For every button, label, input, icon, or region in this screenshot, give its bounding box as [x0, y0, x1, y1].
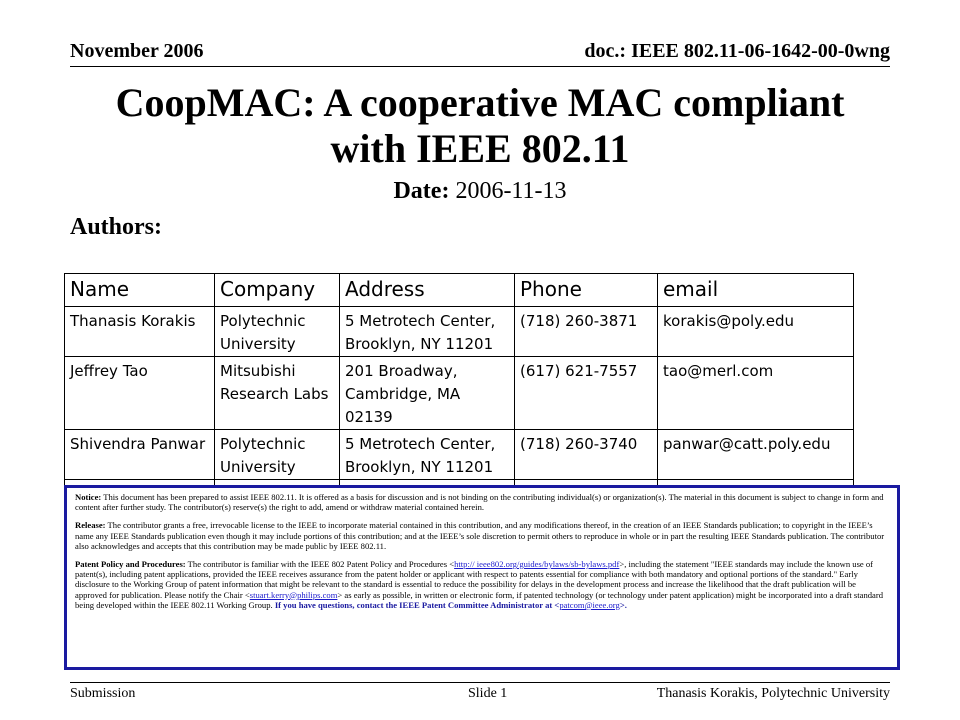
- author-address: 201 Broadway, Cambridge, MA 02139: [340, 357, 515, 430]
- table-header-row: [65, 274, 854, 307]
- patcom-email-link[interactable]: patcom@ieee.org: [559, 599, 620, 610]
- author-name: Thanasis Korakis: [65, 307, 215, 357]
- footer-slide-number: Slide 1: [468, 686, 508, 701]
- date-line: [0, 178, 960, 205]
- header-address: Address: [340, 274, 515, 307]
- date-label: Date:: [393, 178, 450, 204]
- release-label: Release:: [75, 520, 106, 531]
- author-company: Polytechnic University: [215, 430, 340, 480]
- title-line-1: CoopMAC: A cooperative MAC compliant: [115, 80, 845, 125]
- release-paragraph: [75, 520, 889, 551]
- header-name: Name: [65, 274, 215, 307]
- notice-paragraph: [75, 492, 889, 512]
- notice-text: This document has been prepared to assist IEEE 802.11. It is offered as a basis for discussion and is not binding on the contributing individual(s) or organization(s). The material in this document is subject to change in form and content after further study. The contributor(s) reserve(s) the right to add, amend or withdraw material contained herein.: [75, 492, 884, 513]
- table-row: [65, 430, 854, 480]
- patent-end: >.: [619, 599, 627, 610]
- author-phone: (617) 621-7557: [515, 357, 658, 430]
- authors-table: [64, 273, 854, 506]
- patent-text-3: > as early as possible, in written or electronic form, if patented technology (or technology under patent application) might be incorporated into a draft standard being developed within the IEEE 802.11 Working Group.: [75, 589, 884, 610]
- patent-text-2: >, including the statement "IEEE standards may include the known use of patent(s), including patent applications, provided the IEEE receives assurance from the patent holder or applicant with respect to patents essential for compliance with both mandatory and optional portions of the standard." Early disclosure to the Working Group of patent information that might be relevant to the standard is essential to reduce the possibility for delays in the development process and increase the likelihood that the draft publication will be approved for publication. Please notify the Chair <: [75, 559, 874, 600]
- title-line-2: with IEEE 802.11: [330, 126, 630, 171]
- footer-author: Thanasis Korakis, Polytechnic University: [656, 686, 890, 701]
- author-email: korakis@poly.edu: [658, 307, 854, 357]
- table-row: [65, 357, 854, 430]
- patent-text-1: The contributor is familiar with the IEEE 802 Patent Policy and Procedures <: [187, 559, 455, 570]
- footer-rule: [70, 682, 890, 683]
- header-phone: Phone: [515, 274, 658, 307]
- patent-contact-text: If you have questions, contact the IEEE Patent Committee Administrator at <: [274, 599, 560, 610]
- author-address: 5 Metrotech Center, Brooklyn, NY 11201: [340, 307, 515, 357]
- author-name: Jeffrey Tao: [65, 357, 215, 430]
- author-name: Shivendra Panwar: [65, 430, 215, 480]
- authors-label: Authors:: [70, 214, 163, 240]
- notice-label: Notice:: [75, 492, 102, 502]
- date-value: 2006-11-13: [455, 178, 567, 204]
- patent-label: Patent Policy and Procedures:: [75, 559, 186, 570]
- patent-policy-link[interactable]: http:// ieee802.org/guides/bylaws/sb-bylaws.pdf: [454, 559, 620, 570]
- author-phone: (718) 260-3740: [515, 430, 658, 480]
- footer-submission: Submission: [70, 686, 136, 701]
- header-email: email: [658, 274, 854, 307]
- author-address: 5 Metrotech Center, Brooklyn, NY 11201: [340, 430, 515, 480]
- patent-paragraph: [75, 559, 889, 610]
- ieee-notice-box: [64, 485, 900, 670]
- author-email: tao@merl.com: [658, 357, 854, 430]
- author-company: Mitsubishi Research Labs: [215, 357, 340, 430]
- header-date: November 2006: [70, 40, 204, 62]
- author-phone: (718) 260-3871: [515, 307, 658, 357]
- chair-email-link[interactable]: stuart.kerry@philips.com: [249, 589, 338, 600]
- author-email: panwar@catt.poly.edu: [658, 430, 854, 480]
- table-row: [65, 307, 854, 357]
- release-text: The contributor grants a free, irrevocable license to the IEEE to incorporate material contained in this contribution, and any modifications thereof, in the creation of an IEEE Standards publication; to copyright in the IEEE’s name any IEEE Standards publication even though it may include portions of this contribution; and at the IEEE’s sole discretion to permit others to reproduce in whole or in part the resulting IEEE Standards publication. The contributor also acknowledges and accepts that this contribution may be made public by IEEE 802.11.: [75, 520, 885, 551]
- slide-title: [60, 80, 900, 172]
- header-doc-id: doc.: IEEE 802.11-06-1642-00-0wng: [584, 40, 890, 62]
- author-company: Polytechnic University: [215, 307, 340, 357]
- header-rule: [70, 66, 890, 67]
- header-company: Company: [215, 274, 340, 307]
